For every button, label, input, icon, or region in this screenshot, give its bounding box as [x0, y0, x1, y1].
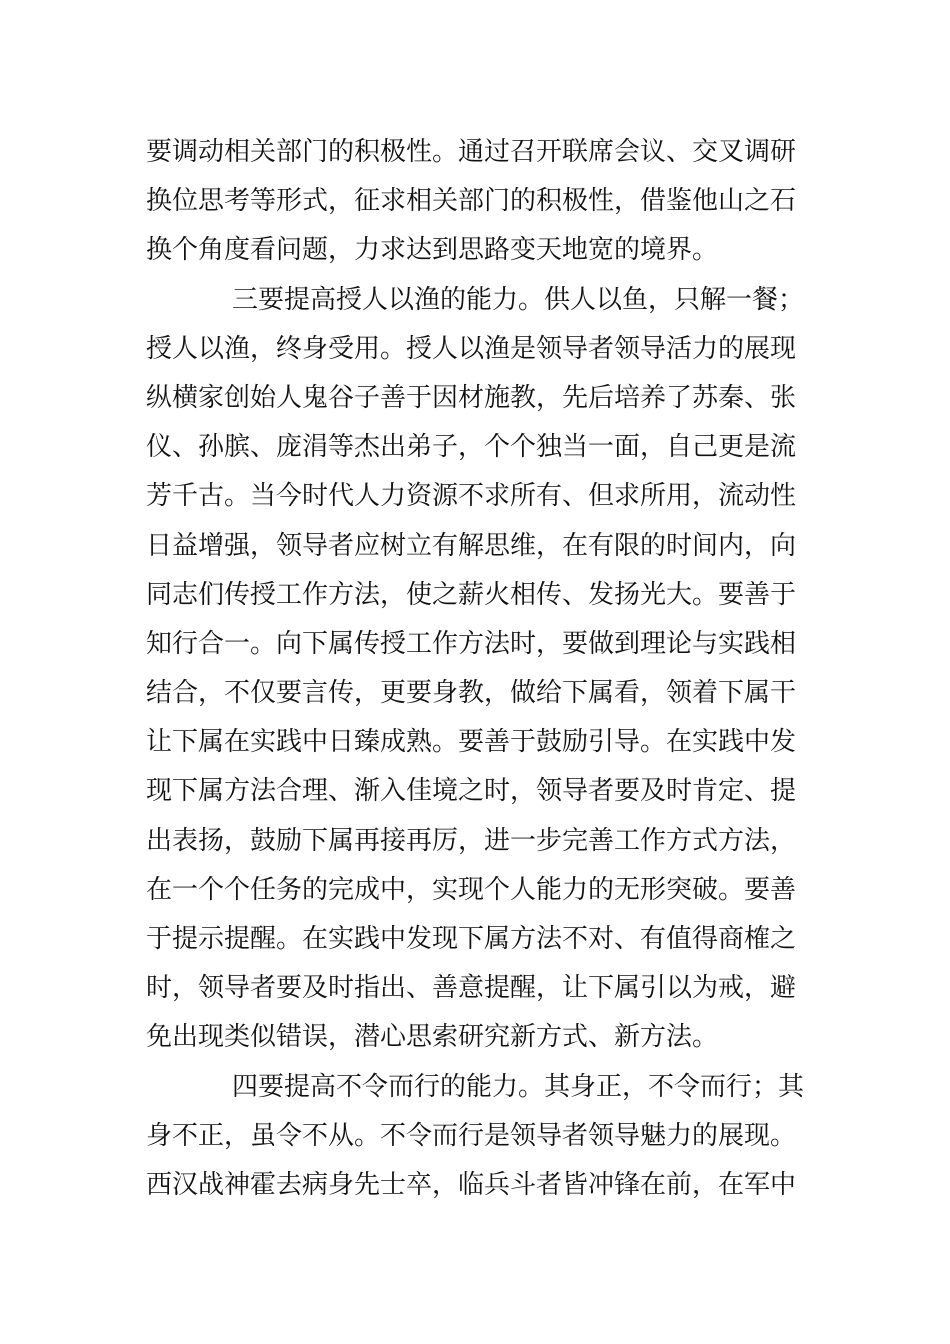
- text-line: 芳千古。当今时代人力资源不求所有、但求所用，流动性: [146, 481, 797, 512]
- text-line: 出表扬，鼓励下属再接再厉，进一步完善工作方式方法，: [146, 825, 797, 856]
- text-line: 换个角度看问题，力求达到思路变天地宽的境界。: [146, 235, 719, 266]
- text-line: 日益增强，领导者应树立有解思维，在有限的时间内，向: [146, 530, 797, 561]
- text-line: 西汉战神霍去病身先士卒，临兵斗者皆冲锋在前，在军中: [146, 1169, 797, 1200]
- text-line: 知行合一。向下属传授工作方法时，要做到理论与实践相: [146, 628, 797, 659]
- text-line: 免出现类似错误，潜心思索研究新方式、新方法。: [146, 1022, 719, 1053]
- text-line: 仪、孙膑、庞涓等杰出弟子，个个独当一面，自己更是流: [146, 432, 797, 463]
- text-line: 在一个个任务的完成中，实现个人能力的无形突破。要善: [146, 874, 797, 905]
- text-line: 身不正，虽令不从。不令而行是领导者领导魅力的展现。: [146, 1120, 797, 1151]
- text-line: 现下属方法合理、渐入佳境之时，领导者要及时肯定、提: [146, 776, 797, 807]
- text-line: 换位思考等形式，征求相关部门的积极性，借鉴他山之石: [146, 186, 797, 217]
- paragraph-start-line: 四要提高不令而行的能力。其身正，不令而行；其: [232, 1071, 805, 1102]
- text-line: 纵横家创始人鬼谷子善于因材施教，先后培养了苏秦、张: [146, 382, 797, 413]
- text-line: 结合，不仅要言传，更要身教，做给下属看，领着下属干: [146, 678, 797, 709]
- paragraph-start-line: 三要提高授人以渔的能力。供人以鱼，只解一餐；: [232, 284, 805, 315]
- text-line: 同志们传授工作方法，使之薪火相传、发扬光大。要善于: [146, 579, 797, 610]
- text-line: 授人以渔，终身受用。授人以渔是领导者领导活力的展现: [146, 333, 797, 364]
- text-line: 于提示提醒。在实践中发现下属方法不对、有值得商榷之: [146, 924, 797, 954]
- text-line: 时，领导者要及时指出、善意提醒，让下属引以为戒，避: [146, 973, 797, 1004]
- text-line: 让下属在实践中日臻成熟。要善于鼓励引导。在实践中发: [146, 727, 797, 758]
- text-line: 要调动相关部门的积极性。通过召开联席会议、交叉调研: [146, 137, 797, 167]
- body-text: [146, 128, 816, 1210]
